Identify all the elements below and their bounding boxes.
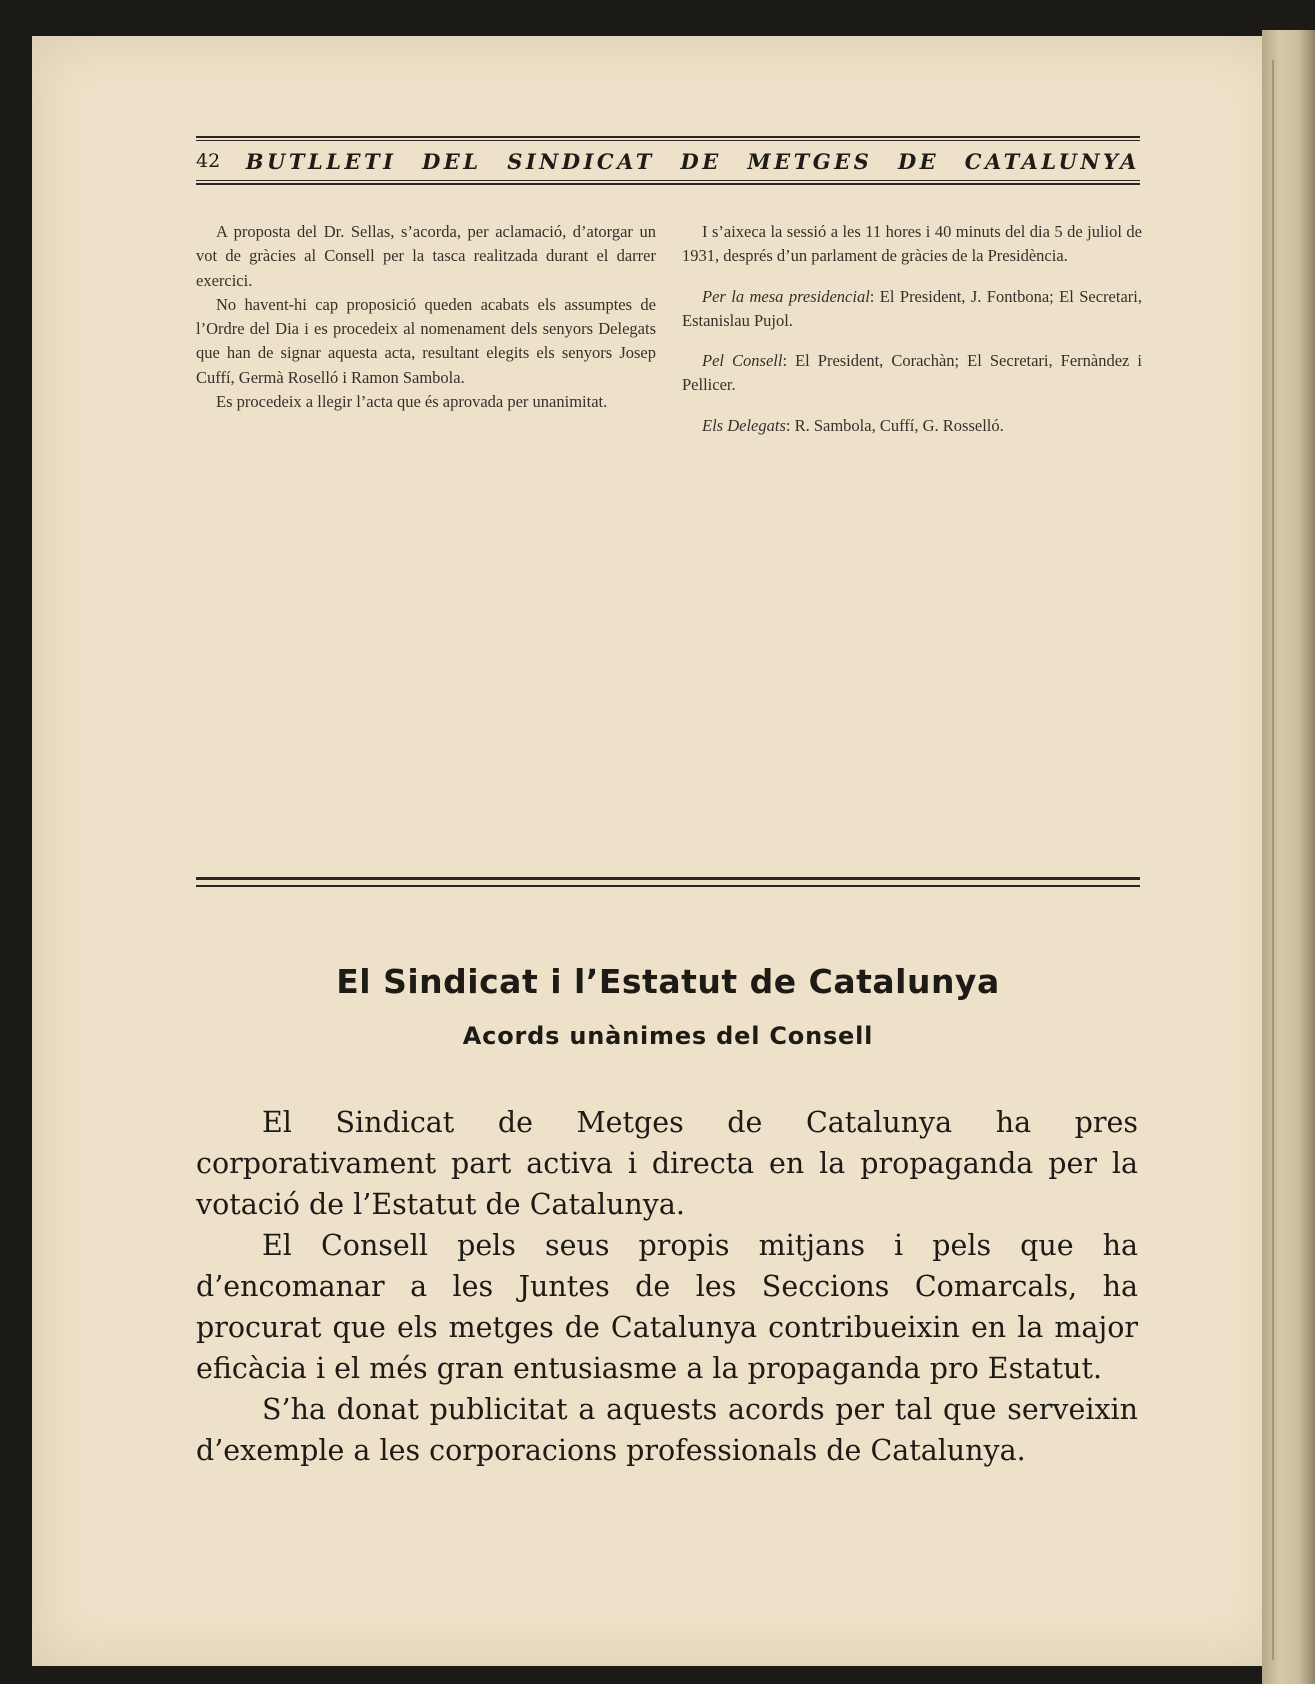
header-word: SINDICAT [507, 148, 655, 174]
minutes-right-column [682, 220, 1142, 438]
signature-line [682, 285, 1142, 334]
page-edge-line [1272, 60, 1274, 1660]
running-header [196, 146, 1140, 176]
article-body [196, 1102, 1138, 1471]
section-divider-thin [196, 885, 1140, 887]
page-number: 42 [196, 150, 221, 172]
header-rule-bottom [196, 183, 1140, 185]
header-rule-top-thin [196, 140, 1140, 141]
article-title: El Sindicat i l’Estatut de Catalunya [336, 962, 1000, 1001]
signature-text: : El President, Corachàn; El Secretari, Fernàndez i Pellicer. [682, 351, 1142, 395]
closing-paragraph: I s’aixeca la sessió a les 11 hores i 40 minuts del dia 5 de juliol de 1931, després d’un parlament de gràcies de la Presidència. [682, 222, 1142, 266]
article-paragraph: El Consell pels seus propis mitjans i pels que ha d’encomanar a les Juntes de les Seccions Comarcals, ha procurat que els metges de Catalunya contribueixin en la major eficàcia i el més gran entusiasme a la propaganda pro Estatut. [196, 1229, 1138, 1385]
signature-text: : El President, J. Fontbona; El Secretari, Estanislau Pujol. [682, 286, 1142, 330]
header-word: CATALUNYA [964, 148, 1140, 174]
minutes-left-column [196, 220, 656, 414]
header-rule-bottom-thin [196, 180, 1140, 181]
article-paragraph: S’ha donat publicitat a aquests acords per tal que serveixin d’exemple a les corporacions professionals de Catalunya. [196, 1393, 1138, 1467]
header-word: DE [897, 148, 940, 174]
section-divider-thick [196, 877, 1140, 880]
signature-label: Els Delegats [702, 415, 786, 435]
header-word: METGES [747, 148, 873, 174]
header-rule-top [196, 136, 1140, 138]
header-word: DEL [422, 148, 482, 174]
signature-label: Pel Consell [702, 351, 783, 371]
signature-text: : R. Sambola, Cuffí, G. Rosselló. [785, 415, 1004, 435]
minutes-paragraph: Es procedeix a llegir l’acta que és aprovada per unanimitat. [216, 392, 608, 412]
signature-label: Per la mesa presidencial [702, 286, 870, 306]
minutes-paragraph: A proposta del Dr. Sellas, s’acorda, per aclamació, d’atorgar un vot de gràcies al Consell per la tasca realitzada durant el darrer exercici. [196, 222, 656, 290]
article-subtitle: Acords unànimes del Consell [462, 1022, 874, 1050]
signature-line [682, 414, 1142, 438]
minutes-paragraph: No havent-hi cap proposició queden acabats els assumptes de l’Ordre del Dia i es procedeix al nomenament dels senyors Delegats que han de signar aquesta acta, resultant elegits els senyors Josep Cuffí, Germà Roselló i Ramon Sambola. [196, 294, 656, 387]
signature-line [682, 349, 1142, 398]
page-edge [1262, 30, 1315, 1684]
header-word: DE [680, 148, 722, 174]
article-paragraph: El Sindicat de Metges de Catalunya ha pres corporativament part activa i directa en la propaganda per la votació de l’Estatut de Catalunya. [196, 1106, 1138, 1221]
header-word: BUTLLETI [245, 148, 397, 174]
